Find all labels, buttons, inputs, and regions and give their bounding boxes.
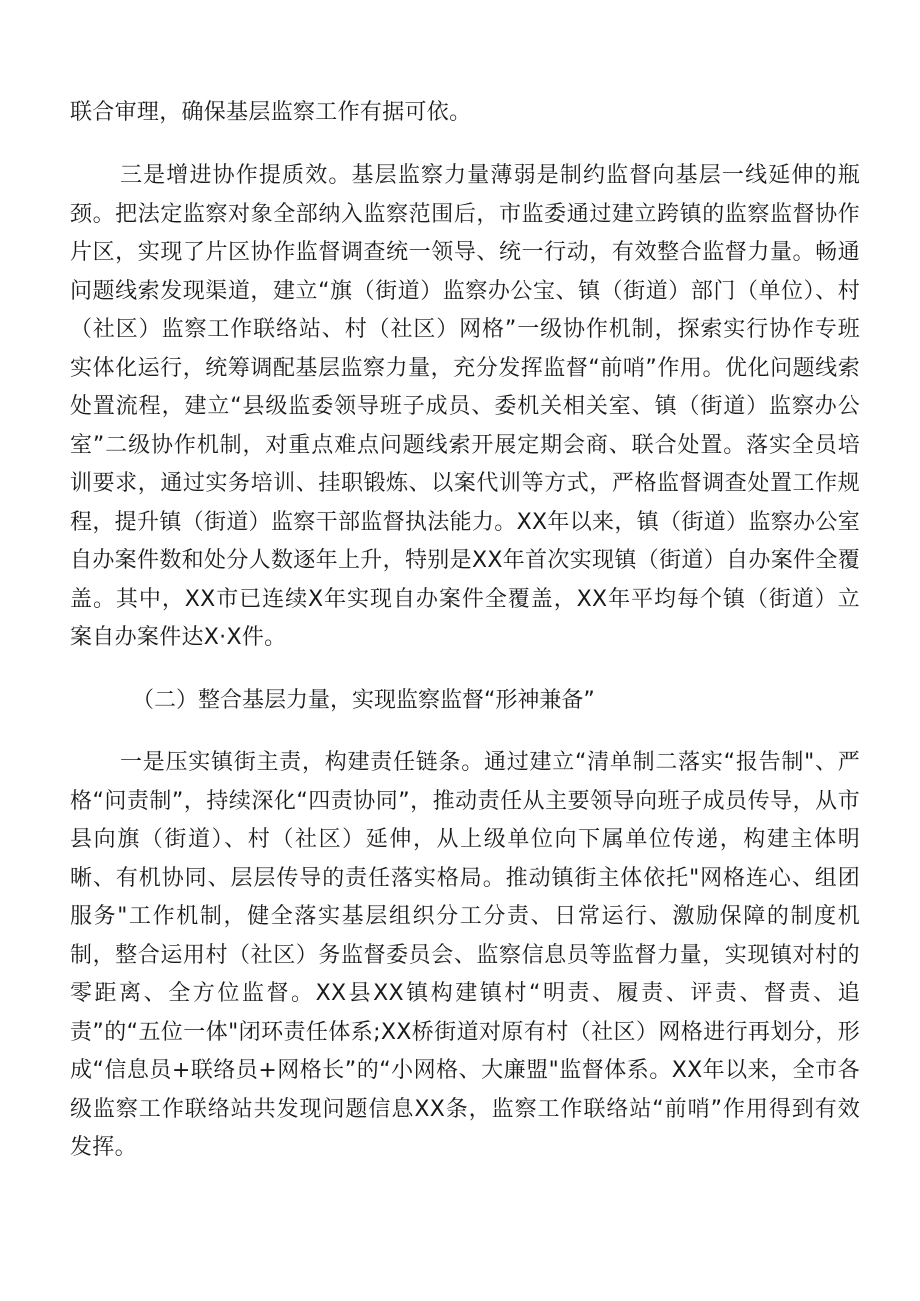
- paragraph-continuation: 联合审理，确保基层监察工作有据可依。: [70, 100, 472, 125]
- paragraph-collaboration: 三是增进协作提质效。基层监察力量薄弱是制约监督向基层一线延伸的瓶颈。把法定监察对象全部纳入监察范围后，市监委通过建立跨镇的监察监督协作片区，实现了片区协作监督调查统一领导、统一行动，有效整合监督力量。畅通问题线索发现渠道，建立“旗（街道）监察办公宝、镇（街道）部门（单位）、村（社区）监察工作联络站、村（社区）网格”一级协作机制，探索实行协作专班实体化运行，统筹调配基层监察力量，充分发挥监督“前哨”作用。优化问题线索处置流程，建立“县级监委领导班子成员、委机关相关室、镇（街道）监察办公室”二级协作机制，对重点难点问题线索开展定期会商、联合处置。落实全员培训要求，通过实务培训、挂职锻炼、以案代训等方式，严格监督调查处置工作规程，提升镇（街道）监察干部监督执法能力。XX年以来，镇（街道）监察办公室自办案件数和处分人数逐年上升，特别是XX年首次实现镇（街道）自办案件全覆盖。其中，XX市已连续X年实现自办案件全覆盖，XX年平均每个镇（街道）立案自办案件达X·X件。: [70, 163, 860, 650]
- paragraph-responsibility: 一是压实镇街主责，构建责任链条。通过建立“清单制二落实“报告制"、严格“问责制”，持续深化“四责协同”，推动责任从主要领导向班子成员传导，从市县向旗（街道）、村（社区）延伸，从上级单位向下属单位传递，构建主体明晰、有机协同、层层传导的责任落实格局。推动镇街主体依托"网格连心、组团服务"工作机制，健全落实基层组织分工分责、日常运行、激励保障的制度机制，整合运用村（社区）务监督委员会、监察信息员等监督力量，实现镇对村的零距离、全方位监督。XX县XX镇构建镇村“明责、履责、评责、督责、追责”的“五位一体"闭环责任体系;XX桥街道对原有村（社区）网格进行再划分，形成“信息员+联络员+网格长”的“小网格、大廉盟"监督体系。XX年以来，全市各级监察工作联络站共发现问题信息XX条，监察工作联络站“前哨”作用得到有效发挥。: [70, 750, 860, 1160]
- section-heading: （二）整合基层力量，实现监察监督“形神兼备”: [132, 688, 595, 713]
